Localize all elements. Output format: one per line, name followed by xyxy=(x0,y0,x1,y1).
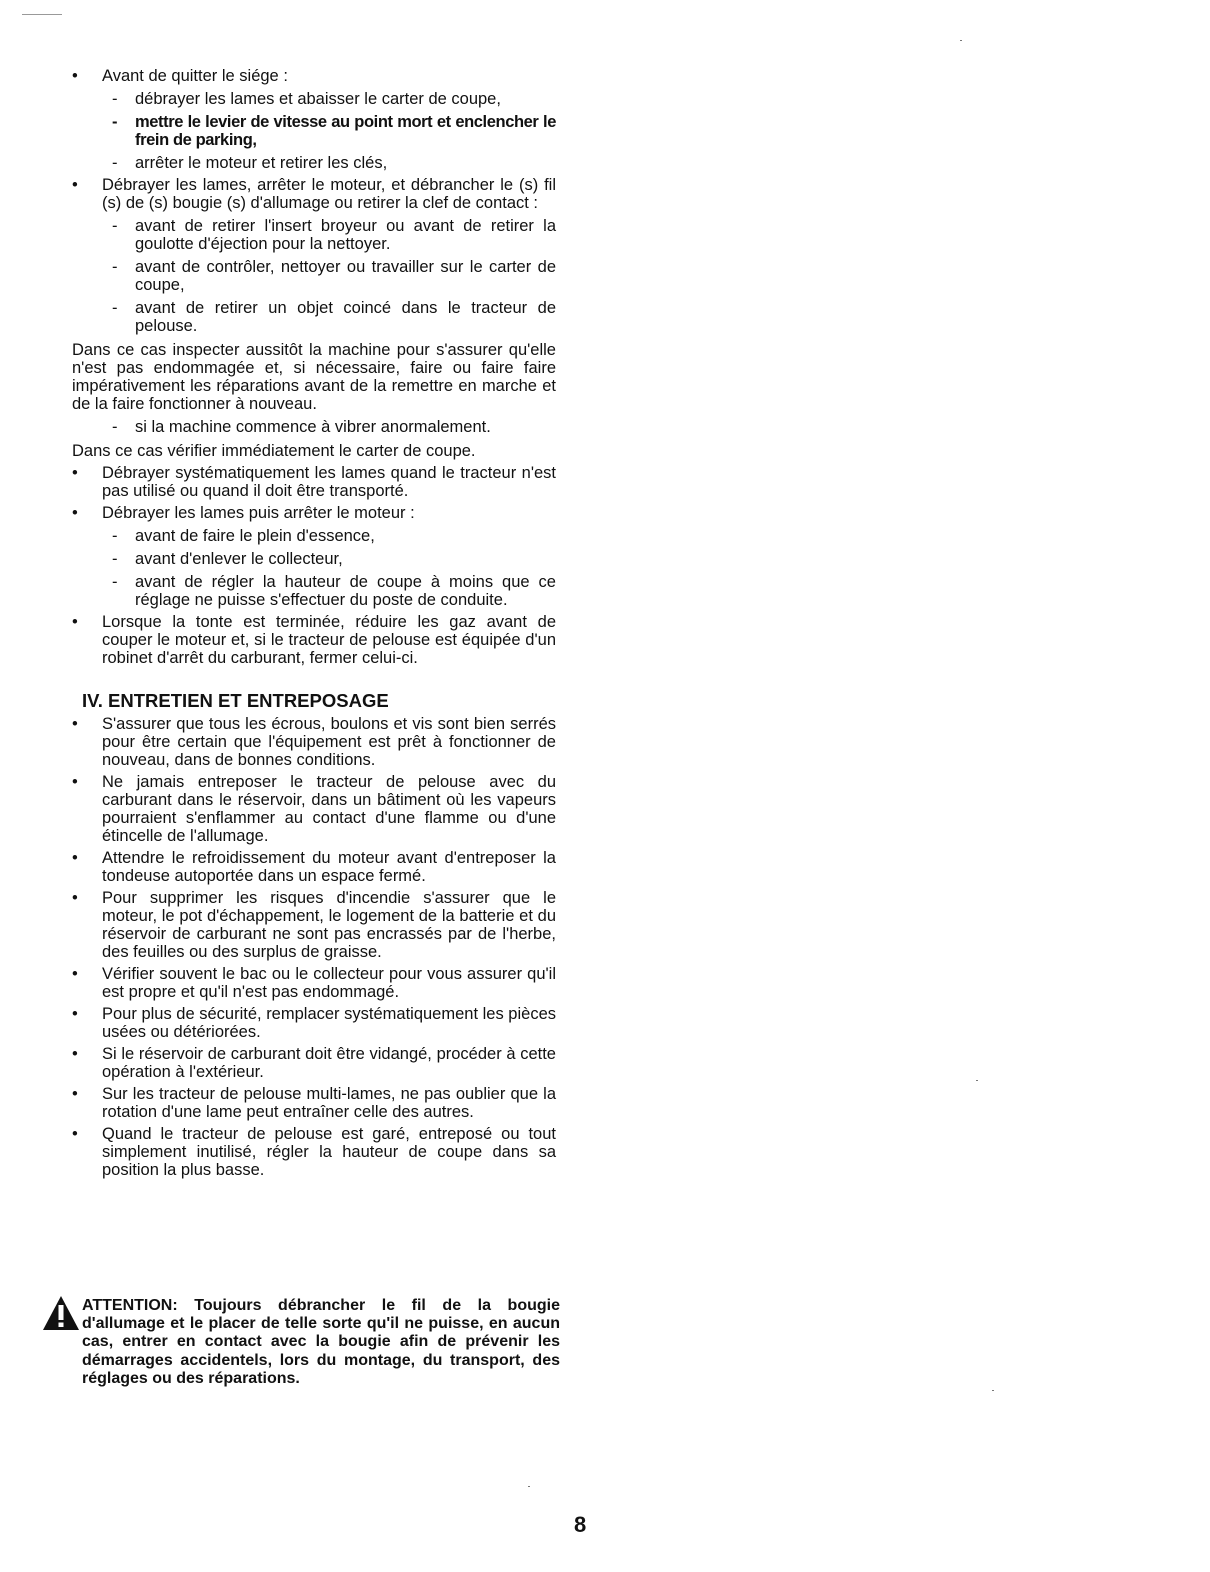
scan-mark xyxy=(22,14,62,15)
bullet-stop-engine: • Débrayer les lames puis arrêter le moteur : xyxy=(72,504,556,522)
bullet-disengage-blades: • Débrayer les lames, arrêter le moteur, et débrancher le (s) fil (s) de (s) bougie (s) d'allumage ou retirer la clef de contact : xyxy=(72,176,556,212)
sub-item: - avant de contrôler, nettoyer ou travailler sur le carter de coupe, xyxy=(72,258,556,294)
scan-speck xyxy=(976,1080,978,1081)
maintenance-bullet: • Quand le tracteur de pelouse est garé, entreposé ou tout simplement inutilisé, régler la hauteur de coupe dans sa position la plus basse. xyxy=(72,1125,556,1179)
bullet-reduce-throttle: • Lorsque la tonte est terminée, réduire les gaz avant de couper le moteur et, si le tracteur de pelouse est équipée d'un robinet d'arrêt du carburant, fermer celui-ci. xyxy=(72,613,556,667)
scan-speck xyxy=(960,40,962,41)
maintenance-bullet: • Sur les tracteur de pelouse multi-lames, ne pas oublier que la rotation d'une lame peut entraîner celle des autres. xyxy=(72,1085,556,1121)
attention-warning xyxy=(42,1297,560,1388)
sub-item: - mettre le levier de vitesse au point mort et enclencher le frein de parking, xyxy=(72,113,556,149)
maintenance-bullet: • S'assurer que tous les écrous, boulons et vis sont bien serrés pour être certain que l'équipement est prêt à fonctionner de nouveau, dans de bonnes conditions. xyxy=(72,715,556,769)
paragraph-check-deck: Dans ce cas vérifier immédiatement le carter de coupe. xyxy=(72,442,476,460)
bullet-before-leaving-seat: • Avant de quitter le siége : xyxy=(72,67,556,85)
section-heading: IV. ENTRETIEN ET ENTREPOSAGE xyxy=(82,690,389,711)
sub-item: - avant d'enlever le collecteur, xyxy=(72,550,556,568)
sub-item: - avant de régler la hauteur de coupe à moins que ce réglage ne puisse s'effectuer du poste de conduite. xyxy=(72,573,556,609)
scan-speck xyxy=(528,1486,530,1487)
scan-speck xyxy=(992,1390,994,1391)
sub-item: - avant de faire le plein d'essence, xyxy=(72,527,556,545)
main-column xyxy=(72,63,556,1179)
maintenance-bullet: • Vérifier souvent le bac ou le collecteur pour vous assurer qu'il est propre et qu'il n'est pas endommagé. xyxy=(72,965,556,1001)
maintenance-bullet: • Attendre le refroidissement du moteur avant d'entreposer la tondeuse autoportée dans un espace fermé. xyxy=(72,849,556,885)
maintenance-bullet: • Pour supprimer les risques d'incendie s'assurer que le moteur, le pot d'échappement, le logement de la batterie et du réservoir de carburant ne sont pas encrassés par de l'herbe, des feuilles ou des surplus de graisse. xyxy=(72,889,556,961)
maintenance-bullet: • Si le réservoir de carburant doit être vidangé, procéder à cette opération à l'extérieur. xyxy=(72,1045,556,1081)
page-number: 8 xyxy=(574,1512,587,1537)
maintenance-bullet: • Pour plus de sécurité, remplacer systématiquement les pièces usées ou détériorées. xyxy=(72,1005,556,1041)
attention-text: ATTENTION: Toujours débrancher le fil de la bougie d'allumage et le placer de telle sorte qu'il ne puisse, en aucun cas, entrer en contact avec la bougie afin de prévenir les démarrages accidentels, lors du montage, du transport, des réglages ou des réparations. xyxy=(82,1297,560,1387)
sub-item: - avant de retirer un objet coincé dans le tracteur de pelouse. xyxy=(72,299,556,335)
warning-triangle-icon xyxy=(42,1295,80,1331)
paragraph-inspect: Dans ce cas inspecter aussitôt la machine pour s'assurer qu'elle n'est pas endommagée et, si nécessaire, faire ou faire faire impérativement les réparations avant de la remettre en marche et de la faire fonctionner à nouveau. xyxy=(72,341,556,413)
bullet-disengage-systematically: • Débrayer systématiquement les lames quand le tracteur n'est pas utilisé ou quand il doit être transporté. xyxy=(72,464,556,500)
sub-item: - débrayer les lames et abaisser le carter de coupe, xyxy=(72,90,556,108)
sub-item: - si la machine commence à vibrer anormalement. xyxy=(72,418,556,436)
maintenance-bullet: • Ne jamais entreposer le tracteur de pelouse avec du carburant dans le réservoir, dans un bâtiment où les vapeurs pourraient s'enflammer au contact d'une flamme ou d'une étincelle de l'allumage. xyxy=(72,773,556,845)
sub-item: - arrêter le moteur et retirer les clés, xyxy=(72,154,556,172)
sub-item: - avant de retirer l'insert broyeur ou avant de retirer la goulotte d'éjection pour la nettoyer. xyxy=(72,217,556,253)
